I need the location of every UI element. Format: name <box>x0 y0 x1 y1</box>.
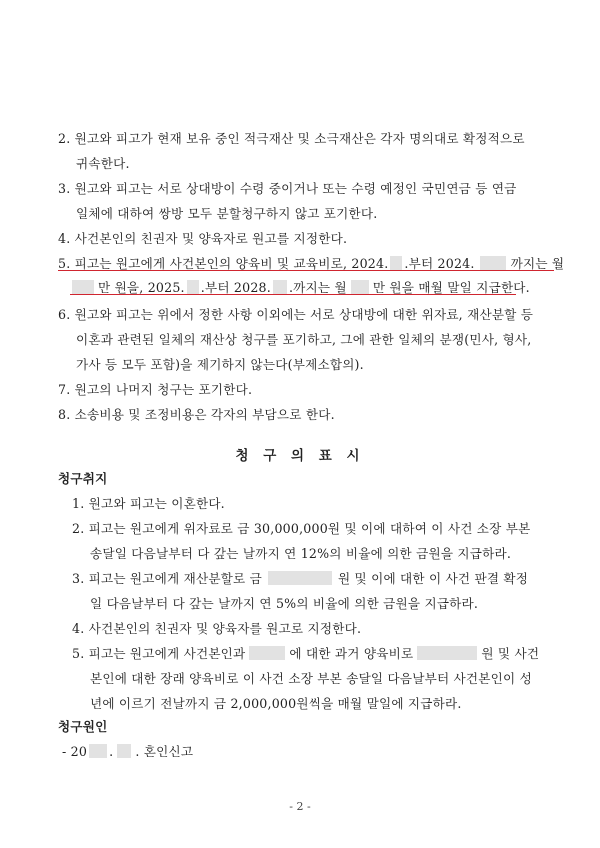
claim-item-5-text-b: 에 대한 과거 양육비로 <box>289 646 414 661</box>
claim-cause-item-1 <box>62 741 193 760</box>
redaction-mask <box>249 646 285 660</box>
clause-5-text-e: .부터 2028. <box>200 280 271 295</box>
clause-5-text-a: 5. 피고는 원고에게 사건본인의 양육비 및 교육비로, 2024. <box>58 256 389 271</box>
redaction-mask <box>89 744 107 758</box>
claim-item-5-text-a: 5. 피고는 원고에게 사건본인과 <box>72 646 246 661</box>
claim-item-3-line-2: 일 다음날부터 다 갚는 날까지 연 5%의 비율에 의한 금원을 지급하라. <box>90 596 479 611</box>
clause-6-line-2: 이혼과 관련된 일체의 재산상 청구를 포기하고, 그에 관한 일체의 분쟁(민사, 형사, <box>76 332 532 347</box>
clause-5-text-b: .부터 2024. <box>404 256 475 271</box>
clause-7: 7. 원고의 나머지 청구는 포기한다. <box>58 382 253 397</box>
claim-cause-text-b: . <box>109 744 114 759</box>
clause-5-text-f: .까지는 월 <box>288 280 347 295</box>
claim-item-3-line-1 <box>72 568 528 587</box>
redaction-mask <box>390 256 402 270</box>
claim-item-5-line-3: 년에 이르기 전날까지 금 2,000,000원씩을 매월 말일에 지급하라. <box>90 696 462 711</box>
claim-item-5-line-2: 본인에 대한 장래 양육비로 이 사건 소장 부본 송달일 다음날부터 사건본인이 성 <box>90 671 532 686</box>
redaction-mask <box>417 646 477 660</box>
clause-2-line-1: 2. 원고와 피고가 현재 보유 중인 적극재산 및 소극재산은 각자 명의대로 확정적으로 <box>58 131 525 146</box>
redaction-mask <box>273 280 287 294</box>
clause-8: 8. 소송비용 및 조정비용은 각자의 부담으로 한다. <box>58 407 335 422</box>
clause-3-line-2: 일체에 대하여 쌍방 모두 분할청구하지 않고 포기한다. <box>76 206 378 221</box>
claim-item-5-line-1 <box>72 643 539 662</box>
clause-3-line-1: 3. 원고와 피고는 서로 상대방이 수령 중이거나 또는 수령 예정인 국민연금 등 연금 <box>58 181 517 196</box>
claim-item-2-line-1: 2. 피고는 원고에게 위자료로 금 30,000,000원 및 이에 대하여 이 사건 소장 부본 <box>72 521 531 536</box>
claim-item-5-text-c: 원 및 사건 <box>481 646 540 661</box>
clause-5-text-d: 만 원을, 2025. <box>98 280 185 295</box>
clause-2-line-2: 귀속한다. <box>76 156 130 171</box>
claim-item-3-text-a: 3. 피고는 원고에게 재산분할로 금 <box>72 571 262 586</box>
claim-item-1: 1. 원고와 피고는 이혼한다. <box>72 496 225 511</box>
claim-cause-text-a: - 20 <box>62 744 88 759</box>
red-underline-2 <box>70 294 516 295</box>
redaction-mask <box>117 744 131 758</box>
claim-purpose-heading: 청구취지 <box>58 471 108 486</box>
clause-4: 4. 사건본인의 친권자 및 양육자로 원고를 지정한다. <box>58 231 348 246</box>
claim-item-3-text-b: 원 및 이에 대한 이 사건 판결 확정 <box>337 571 529 586</box>
redaction-mask <box>480 256 506 270</box>
claim-cause-heading: 청구원인 <box>58 719 108 734</box>
clause-6-line-1: 6. 원고와 피고는 위에서 정한 사항 이외에는 서로 상대방에 대한 위자료, 재산분할 등 <box>58 307 534 322</box>
redaction-mask <box>268 571 332 585</box>
red-underline-1 <box>58 270 554 271</box>
redaction-mask <box>187 280 199 294</box>
redaction-mask <box>72 280 94 294</box>
clause-5-text-c: 까지는 월 <box>510 256 565 271</box>
clause-5-text-g: 만 원을 매월 말일 지급한다. <box>372 280 530 295</box>
page-number: - 2 - <box>289 800 311 813</box>
claim-cause-text-c: . 혼인신고 <box>135 744 194 759</box>
claim-item-2-line-2: 송달일 다음날부터 다 갚는 날까지 연 12%의 비율에 의한 금원을 지급하라. <box>90 546 512 561</box>
section-title: 청 구 의 표 시 <box>235 448 365 464</box>
redaction-mask <box>351 280 369 294</box>
claim-item-4: 4. 사건본인의 친권자 및 양육자를 원고로 지정한다. <box>72 621 362 636</box>
clause-6-line-3: 가사 등 모두 포함)을 제기하지 않는다(부제소합의). <box>76 357 364 372</box>
